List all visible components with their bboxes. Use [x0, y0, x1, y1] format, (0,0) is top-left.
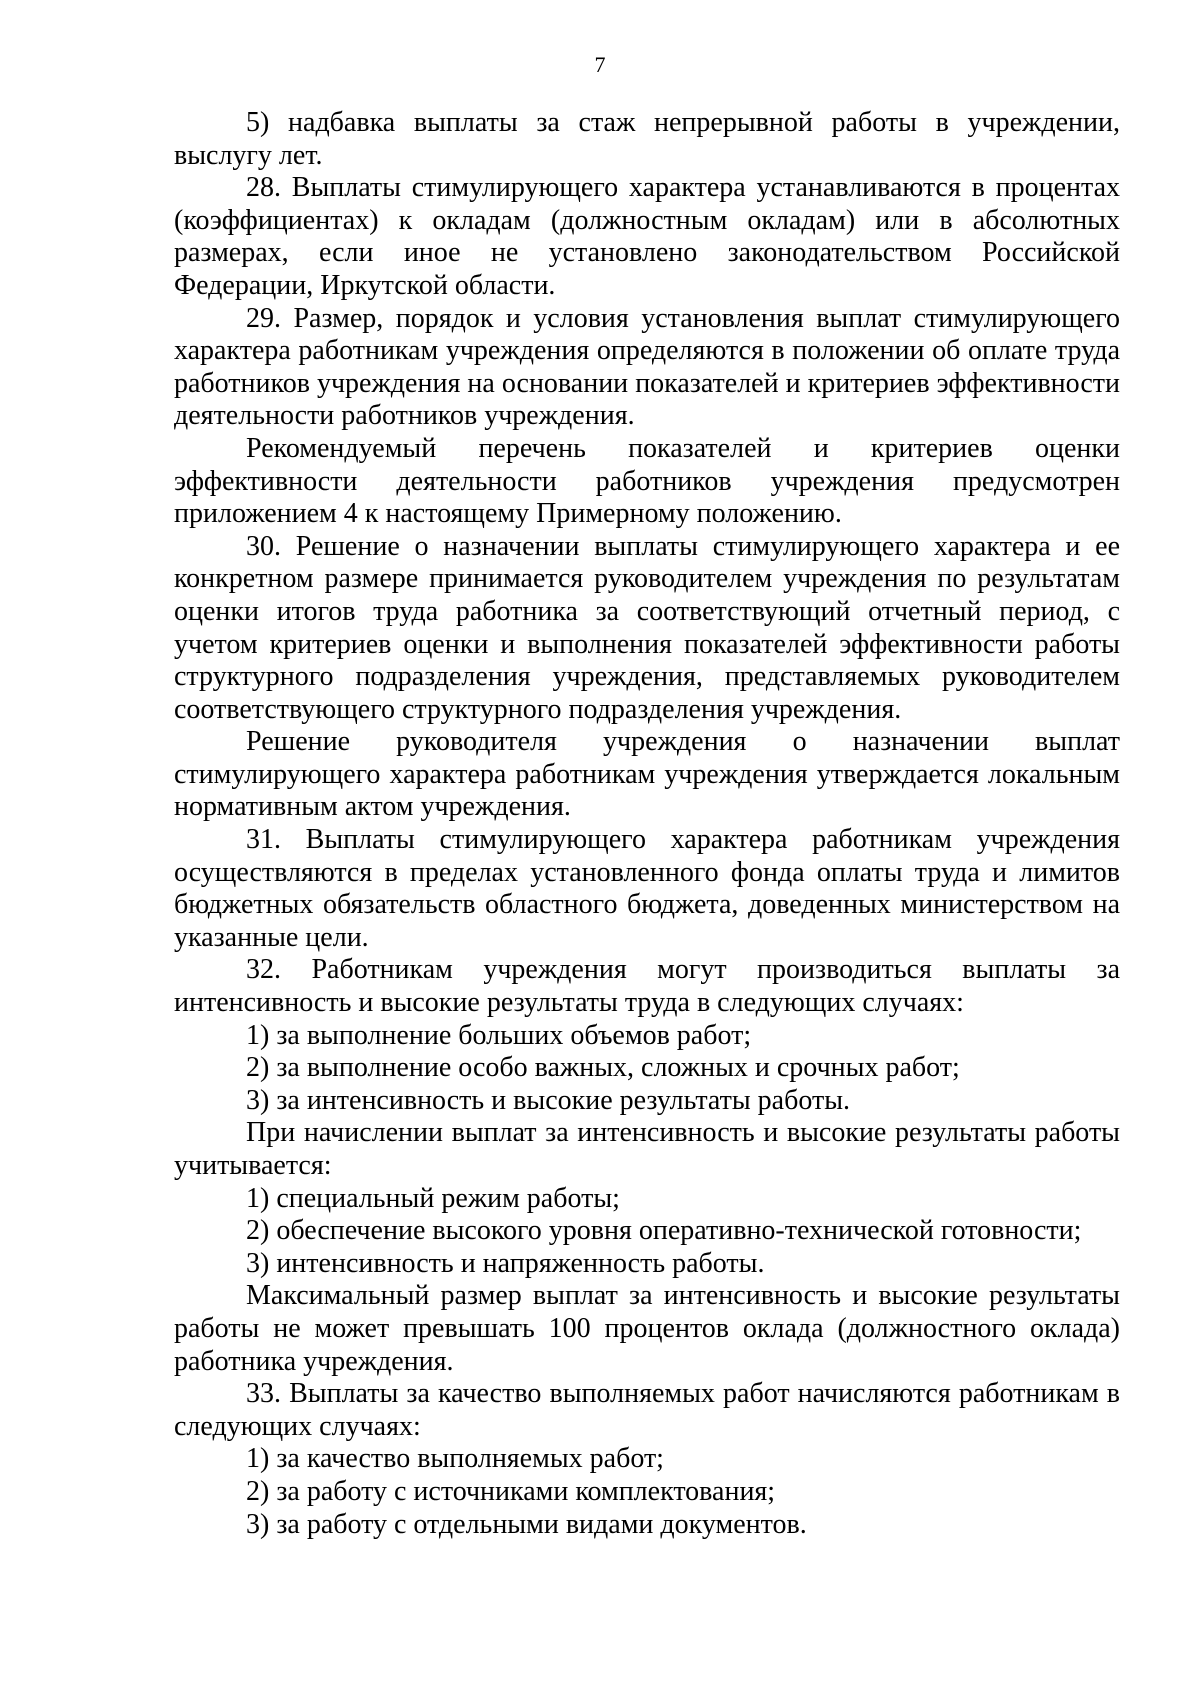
list-item: 2) за выполнение особо важных, сложных и срочных работ; [246, 1052, 960, 1084]
paragraph-30-decision: Решение руководителя учреждения о назначении выплат стимулирующего характера работникам учреждения утверждается локальным нормативным актом учреждения. [174, 726, 1120, 823]
paragraph-32-maximum: Максимальный размер выплат за интенсивность и высокие результаты работы не может превышать 100 процентов оклада (должностного оклада) работника учреждения. [174, 1280, 1120, 1377]
list-item: 3) за интенсивность и высокие результаты работы. [246, 1084, 851, 1116]
paragraph-29: 29. Размер, порядок и условия установления выплат стимулирующего характера работникам учреждения определяются в положении об оплате труда работников учреждения на основании показателей и критериев эффективности деятельности работников учреждения. [174, 302, 1120, 432]
paragraph-28: 28. Выплаты стимулирующего характера устанавливаются в процентах (коэффициентах) к окладам (должностным окладам) или в абсолютных размерах, если иное не установлено законодательством Российской Федерации, Иркутской области. [174, 172, 1120, 301]
paragraph-32: 32. Работникам учреждения могут производиться выплаты за интенсивность и высокие результаты труда в следующих случаях: [174, 954, 1120, 1019]
list-item: 3) интенсивность и напряженность работы. [246, 1247, 765, 1279]
list-item: 2) за работу с источниками комплектования; [246, 1475, 776, 1507]
list-item: 1) за выполнение больших объемов работ; [246, 1019, 752, 1051]
paragraph-32-accounting: При начислении выплат за интенсивность и высокие результаты работы учитывается: [174, 1117, 1120, 1181]
paragraph-30: 30. Решение о назначении выплаты стимулирующего характера и ее конкретном размере принимается руководителем учреждения по результатам оценки итогов труда работника за соответствующий отчетный период, с учетом критериев оценки и выполнения показателей эффективности работы структурного подразделения учреждения, представляемых руководителем соответствующего структурного подразделения учреждения. [174, 530, 1120, 725]
document-body [174, 107, 1120, 1541]
list-item: 1) за качество выполняемых работ; [246, 1443, 664, 1475]
list-item: 2) обеспечение высокого уровня оперативно-технической готовности; [246, 1215, 1082, 1247]
paragraph-bonus-seniority: 5) надбавка выплаты за стаж непрерывной работы в учреждении, выслугу лет. [174, 107, 1120, 171]
list-item: 1) специальный режим работы; [246, 1182, 620, 1214]
page-number: 7 [594, 52, 606, 77]
list-item: 3) за работу с отдельными видами документов. [246, 1508, 807, 1540]
paragraph-29-recommended-list: Рекомендуемый перечень показателей и критериев оценки эффективности деятельности работников учреждения предусмотрен приложением 4 к настоящему Примерному положению. [174, 432, 1120, 530]
paragraph-33: 33. Выплаты за качество выполняемых работ начисляются работникам в следующих случаях: [174, 1378, 1120, 1442]
paragraph-31: 31. Выплаты стимулирующего характера работникам учреждения осуществляются в пределах установленного фонда оплаты труда и лимитов бюджетных обязательств областного бюджета, доведенных министерством на указанные цели. [174, 824, 1120, 953]
